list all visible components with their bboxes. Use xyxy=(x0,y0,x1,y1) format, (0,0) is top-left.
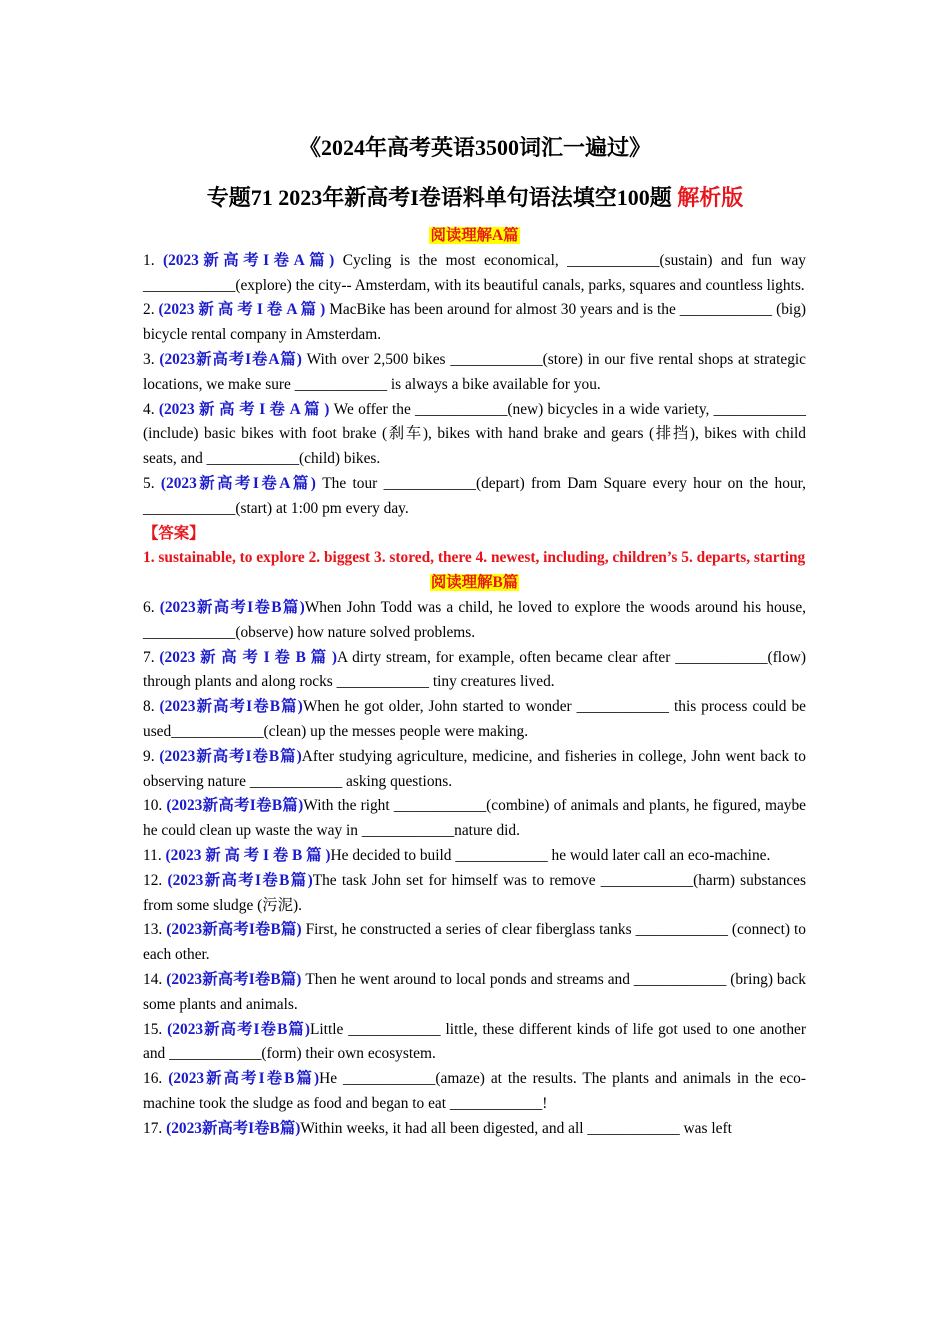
question-source: (2023新高考I卷B篇) xyxy=(167,1020,310,1038)
question-item: 14. (2023新高考I卷B篇) Then he went around to local ponds and streams and ____________ (bring) back some plants and animals. xyxy=(143,970,806,1013)
answer-text: 1. sustainable, to explore 2. biggest 3. stored, there 4. newest, including, children’s 5. departs, starting xyxy=(143,549,806,567)
question-item: 12. (2023新高考I卷B篇)The task John set for himself was to remove ____________(harm) substances from some sludge (污泥). xyxy=(143,871,807,914)
section-heading-b: 阅读理解B篇 xyxy=(430,574,519,592)
question-source: (2023新高考I卷A篇) xyxy=(159,350,302,368)
question-source: (2023 新 高 考 I 卷 B 篇 ) xyxy=(165,846,331,864)
question-source: (2023 新 高 考 I 卷 A 篇 ) xyxy=(158,400,330,418)
question-item: 17. (2023新高考I卷B篇)Within weeks, it had all been digested, and all ____________ was left xyxy=(143,1119,732,1137)
question-item: 10. (2023新高考I卷B篇)With the right ____________(combine) of animals and plants, he figured, maybe he could clean up waste the way in ____________nature did. xyxy=(143,797,806,840)
question-source: (2023新高考I卷B篇) xyxy=(159,598,305,616)
question-source: (2023新高考I卷B篇) xyxy=(166,970,302,988)
question-item: 5. (2023新高考I卷A篇) The tour ____________(depart) from Dam Square every hour on the hour, ____________(start) at 1:00 pm every day. xyxy=(143,474,806,517)
question-item: 15. (2023新高考I卷B篇)Little ____________ little, these different kinds of life got used to one another and ____________(form) their own ecosystem. xyxy=(143,1020,807,1063)
section-heading-a: 阅读理解A篇 xyxy=(430,227,519,244)
question-source: (2023新高考I卷B篇) xyxy=(166,921,302,939)
question-source: (2023 新 高 考 I 卷 B 篇 ) xyxy=(159,648,338,666)
question-source: (2023 新 高 考 I 卷 A 篇 ) xyxy=(158,301,326,319)
question-item: 3. (2023新高考I卷A篇) With over 2,500 bikes ____________(store) in our five rental shops at strategic locations, we make sure ____________ is always a bike available for you. xyxy=(143,350,807,393)
question-item: 16. (2023新高考I卷B篇)He ____________(amaze) at the results. The plants and animals in the eco-machine took the sludge as food and began to eat ____________! xyxy=(143,1070,806,1112)
document-title: 《2024年高考英语3500词汇一遍过》 xyxy=(298,135,651,160)
question-source: (2023新高考I卷B篇) xyxy=(159,747,302,765)
question-source: (2023新高考I卷A篇) xyxy=(162,251,335,269)
question-item: 9. (2023新高考I卷B篇)After studying agriculture, medicine, and fisheries in college, John went back to observing nature ____________ asking questions. xyxy=(143,747,806,790)
question-item: 7. (2023 新 高 考 I 卷 B 篇 )A dirty stream, for example, often became clear after ____________(flow) through plants and along rocks ____________ tiny creatures lived. xyxy=(143,648,807,691)
subtitle-main: 专题71 2023年新高考I卷语料单句语法填空100题 xyxy=(206,185,678,210)
question-source: (2023新高考I卷B篇) xyxy=(166,1119,301,1137)
answer-label: 【答案】 xyxy=(143,524,205,542)
question-item: 1. (2023新高考I卷A篇) Cycling is the most economical, ____________(sustain) and fun way ____________(explore) the city-- Amsterdam, with its beautiful canals, parks, squares and countless lights. xyxy=(143,251,807,294)
question-source: (2023新高考I卷A篇) xyxy=(160,474,316,492)
question-item: 13. (2023新高考I卷B篇) First, he constructed a series of clear fiberglass tanks ____________ (connect) to each other. xyxy=(143,921,806,964)
document-subtitle xyxy=(0,183,950,213)
document-body xyxy=(143,224,806,1141)
question-source: (2023新高考I卷B篇) xyxy=(167,871,313,889)
question-item: 8. (2023新高考I卷B篇)When he got older, John started to wonder ____________ this process could be used____________(clean) up the messes people were making. xyxy=(143,698,807,740)
question-item: 2. (2023 新 高 考 I 卷 A 篇 ) MacBike has been around for almost 30 years and is the ____________ (big) bicycle rental company in Amsterdam. xyxy=(143,301,807,344)
subtitle-highlight: 解析版 xyxy=(677,185,744,210)
question-source: (2023新高考I卷B篇) xyxy=(166,797,304,815)
question-item: 11. (2023 新 高 考 I 卷 B 篇 )He decided to build ____________ he would later call an eco-machine. xyxy=(143,846,771,864)
question-item: 4. (2023 新 高 考 I 卷 A 篇 ) We offer the ____________(new) bicycles in a wide variety, ____________ (include) basic bikes with foot brake (刹车), bikes with hand brake and gears (排挡), bikes with child seats, and ____________(child) bikes. xyxy=(143,400,806,468)
question-item: 6. (2023新高考I卷B篇)When John Todd was a child, he loved to explore the woods around his house, ____________(observe) how nature solved problems. xyxy=(143,598,806,641)
question-source: (2023新高考I卷B篇) xyxy=(168,1070,320,1088)
question-source: (2023新高考I卷B篇) xyxy=(159,698,303,716)
